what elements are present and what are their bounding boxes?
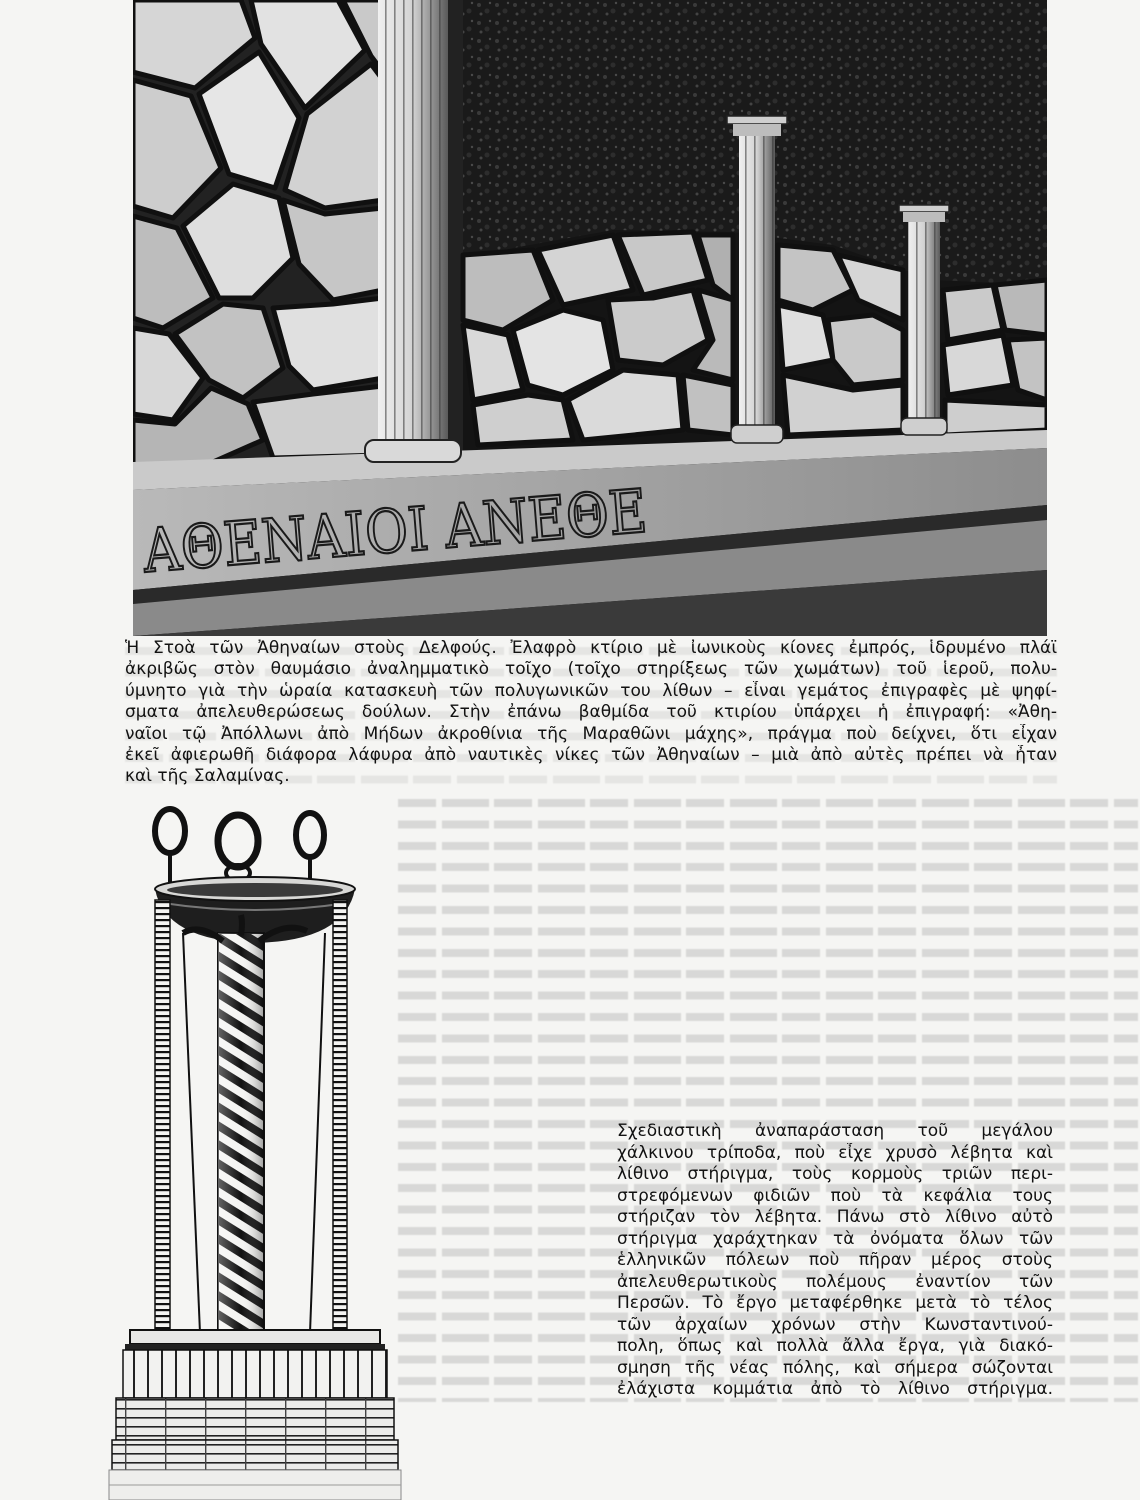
pedestal-step [123, 1350, 387, 1398]
stoa-photograph [133, 0, 1047, 636]
stoa-photo-drawing [133, 0, 1047, 636]
caption-line: Περσῶν. Τὸ ἔργο μεταφέρθηκε μετὰ τὸ τέλος [617, 1293, 1053, 1313]
caption-line: ἑλληνικῶν πόλεων ποὺ πῆραν μέρος στοὺς [617, 1250, 1053, 1270]
caption-line: ἐκεῖ ἀφιερωθῆ διάφορα λάφυρα ἀπὸ ναυτικὲς νίκες τῶν Ἀθηναίων – μιὰ ἀπὸ αὐτὲς πρέπει νὰ ἦταν [125, 745, 1057, 766]
tripod-rings [155, 809, 324, 887]
wall-stone [943, 335, 1013, 395]
photo-caption [125, 638, 1057, 788]
pedestal-cap [130, 1330, 380, 1344]
ring-handle [218, 815, 258, 867]
stoa-steps [133, 430, 1047, 636]
tripod-leg [333, 900, 347, 1335]
serpent-column [183, 915, 307, 1333]
caption-line: χάλκινου τρίποδα, ποὺ εἶχε χρυσὸ λέβητα καὶ [617, 1142, 1053, 1163]
wall-stone [995, 280, 1047, 335]
ring-handle [296, 813, 324, 857]
tripod-caption [617, 1121, 1053, 1401]
caption-line: στήριζαν τὸν λέβητα. Πάνω στὸ λίθινο αὐτὸ [617, 1207, 1053, 1227]
stone-pedestal [109, 1330, 401, 1500]
caption-line: ἀπελευθερωτικοὺς πολέμους ἐναντίον τῶν [617, 1271, 1053, 1292]
stone-inscription: ΑΘΕΝΑΙΟΙ ΑΝΕΘΕ [140, 470, 725, 587]
pedestal-moulding [125, 1344, 385, 1350]
ring-handle [155, 809, 185, 853]
wall-stone [943, 285, 1003, 340]
caption-line: ύμνητο γιὰ τὴν ὡραία κατασκευὴ τῶν πολυγωνικῶν του λίθων – εἶναι γεμάτος ἐπιγραφὲς μὲ ψηφί- [125, 680, 1057, 701]
wall-stone [473, 395, 573, 445]
caption-line: πολη, ὅπως καὶ πολλὰ ἄλλα ἔργα, γιὰ διακό- [617, 1336, 1053, 1356]
wall-stone [945, 400, 1047, 435]
tripod-leg [183, 933, 200, 1333]
wall-stone [683, 375, 733, 435]
ionic-column [365, 0, 461, 462]
serpent-head [241, 915, 242, 935]
caption-line: ναῖοι τῷ Ἀπόλλωνι ἀπὸ Μήδων ἀκροθίνια τῆς Μαραθῶνι μάχης», πράγμα ποὺ δείχνει, ὅτι εἶχαν [125, 723, 1057, 744]
caption-line: στρεφόμενων φιδιῶν ποὺ τὰ κεφάλια τους [617, 1185, 1053, 1206]
tripod-drawing [105, 805, 405, 1500]
caption-line: ἐλάχιστα κομμάτια ἀπὸ τὸ λίθινο στήριγμα. [617, 1379, 1053, 1399]
tripod-leg [155, 900, 170, 1335]
caption-line: σμηση τῆς νέας πόλης, καὶ σήμερα σώζονται [617, 1357, 1053, 1378]
caption-line: καὶ τῆς Σαλαμίνας. [125, 766, 290, 787]
wall-stone [778, 305, 833, 370]
caption-line: τῶν ἀρχαίων χρόνων στὴν Κωνσταντινού- [617, 1314, 1053, 1335]
caption-line: Σχεδιαστικὴ ἀναπαράσταση τοῦ μεγάλου [617, 1121, 1053, 1141]
caption-line: Ἡ Στοὰ τῶν Ἀθηναίων στοὺς Δελφούς. Ἐλαφρὸ κτίριο μὲ ἰωνικοὺς κίονες ἐμπρός, ἱδρυμένο πλάϊ [125, 638, 1057, 658]
caption-line: λίθινο στήριγμα, τοὺς κορμοὺς τριῶν περι- [617, 1164, 1053, 1184]
pedestal-step [116, 1398, 394, 1440]
tripod-illustration [105, 805, 405, 1500]
caption-line: ἀκριβῶς στὸν θαυμάσιο ἀναλημματικὸ τοῖχο (τοῖχο στηρίξεως τῶν χωμάτων) τοῦ ἱεροῦ, πολυ- [125, 659, 1057, 680]
caption-line: στήριγμα χαράχτηκαν τὰ ὀνόματα ὅλων τῶν [617, 1228, 1053, 1249]
tripod-leg [310, 933, 325, 1333]
caption-line: σματα ἀπελευθερώσεως δούλων. Στὴν ἐπάνω βαθμίδα τοῦ κτιρίου ὑπάρχει ἡ ἐπιγραφή: «Ἀθη- [125, 702, 1057, 723]
pedestal-step [112, 1440, 398, 1470]
